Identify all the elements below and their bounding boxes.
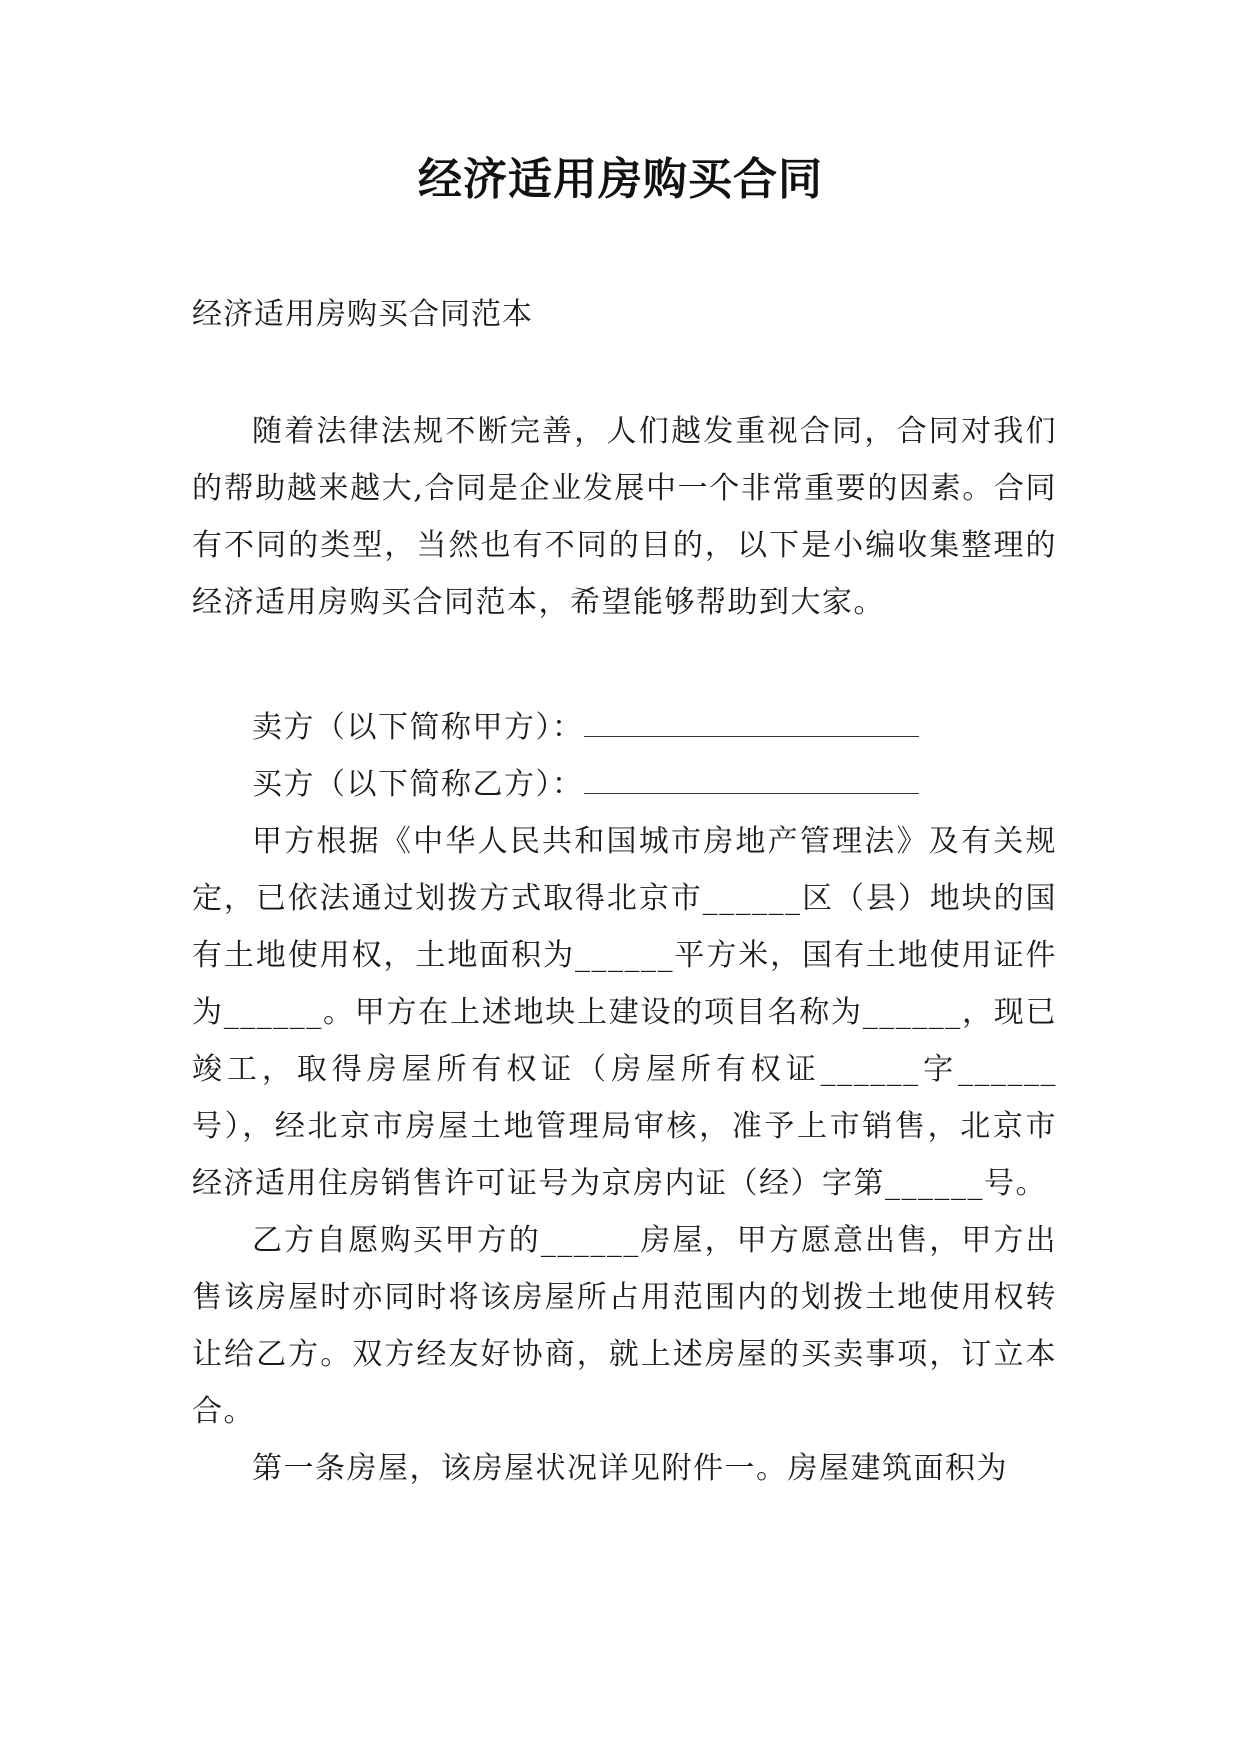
intro-section <box>192 403 1057 631</box>
contract-paragraph-article-1: 第一条房屋，该房屋状况详见附件一。房屋建筑面积为 <box>252 1451 1008 1486</box>
contract-body <box>192 699 1057 1497</box>
seller-name-blank <box>584 714 919 737</box>
contract-paragraph-land-rights: 甲方根据《中华人民共和国城市房地产管理法》及有关规定，已依法通过划拨方式取得北京市______区（县）地块的国有土地使用权，土地面积为______平方米，国有土地使用证件为______。甲方在上述地块上建设的项目名称为______，现已竣工，取得房屋所有权证（房屋所有权证______字______号），经北京市房屋土地管理局审核，准予上市销售，北京市经济适用住房销售许可证号为京房内证（经）字第______号。 <box>192 824 1057 1201</box>
buyer-line <box>192 756 1057 813</box>
buyer-label: 买方（以下简称乙方）： <box>252 767 584 802</box>
intro-paragraph: 随着法律法规不断完善，人们越发重视合同，合同对我们的帮助越来越大,合同是企业发展中一个非常重要的因素。合同有不同的类型，当然也有不同的目的，以下是小编收集整理的经济适用房购买合同范本，希望能够帮助到大家。 <box>192 414 1057 620</box>
seller-label: 卖方（以下简称甲方）： <box>252 710 584 745</box>
contract-paragraph-purchase-intent: 乙方自愿购买甲方的______房屋，甲方愿意出售，甲方出售该房屋时亦同时将该房屋所占用范围内的划拨土地使用权转让给乙方。双方经友好协商，就上述房屋的买卖事项，订立本合。 <box>192 1223 1057 1429</box>
document-subtitle: 经济适用房购买合同范本 <box>192 297 533 332</box>
seller-line <box>192 699 1057 756</box>
document-title: 经济适用房购买合同 <box>418 154 823 205</box>
buyer-name-blank <box>584 771 919 794</box>
